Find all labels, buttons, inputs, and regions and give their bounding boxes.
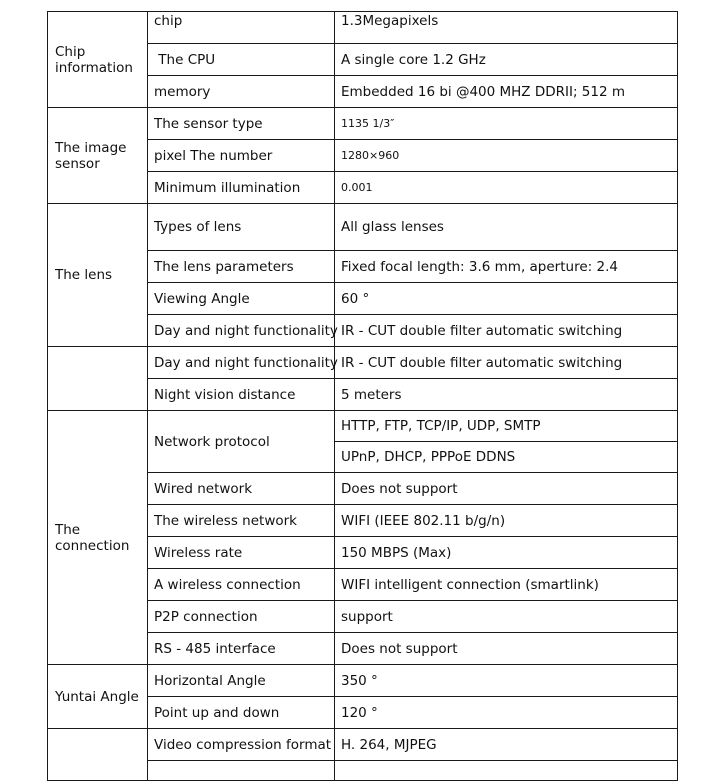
spec-label: Minimum illumination bbox=[148, 172, 335, 204]
spec-value bbox=[335, 761, 678, 781]
spec-label: Horizontal Angle bbox=[148, 665, 335, 697]
spec-value: All glass lenses bbox=[335, 204, 678, 251]
spec-label: Network protocol bbox=[148, 411, 335, 473]
spec-value: WIFI (IEEE 802.11 b/g/n) bbox=[335, 505, 678, 537]
table-row bbox=[48, 108, 678, 140]
spec-value: 150 MBPS (Max) bbox=[335, 537, 678, 569]
spec-label: memory bbox=[148, 76, 335, 108]
spec-label: Viewing Angle bbox=[148, 283, 335, 315]
spec-label: Day and night functionality bbox=[148, 347, 335, 379]
spec-value: IR - CUT double filter automatic switching bbox=[335, 315, 678, 347]
spec-label: RS - 485 interface bbox=[148, 633, 335, 665]
table-row bbox=[48, 347, 678, 379]
category-unlabeled bbox=[48, 729, 148, 781]
table-row bbox=[48, 204, 678, 251]
spec-value: H. 264, MJPEG bbox=[335, 729, 678, 761]
spec-value: 350 ° bbox=[335, 665, 678, 697]
spec-value: WIFI intelligent connection (smartlink) bbox=[335, 569, 678, 601]
spec-label: Wired network bbox=[148, 473, 335, 505]
spec-label: pixel The number bbox=[148, 140, 335, 172]
spec-value: 1280×960 bbox=[335, 140, 678, 172]
spec-value: 1.3Megapixels bbox=[335, 12, 678, 44]
spec-value: 0.001 bbox=[335, 172, 678, 204]
spec-label: The wireless network bbox=[148, 505, 335, 537]
spec-table bbox=[47, 11, 678, 781]
spec-label: Night vision distance bbox=[148, 379, 335, 411]
spec-label: Point up and down bbox=[148, 697, 335, 729]
spec-value: 1135 1/3″ bbox=[335, 108, 678, 140]
spec-label: P2P connection bbox=[148, 601, 335, 633]
category-lens: The lens bbox=[48, 204, 148, 347]
table-row bbox=[48, 665, 678, 697]
table-row bbox=[48, 411, 678, 442]
spec-value: 5 meters bbox=[335, 379, 678, 411]
category-unlabeled bbox=[48, 347, 148, 411]
spec-value: HTTP, FTP, TCP/IP, UDP, SMTP bbox=[335, 411, 678, 442]
spec-label: Day and night functionality bbox=[148, 315, 335, 347]
spec-label: chip bbox=[148, 12, 335, 44]
spec-label: The sensor type bbox=[148, 108, 335, 140]
spec-value: IR - CUT double filter automatic switching bbox=[335, 347, 678, 379]
category-yuntai-angle: Yuntai Angle bbox=[48, 665, 148, 729]
spec-label: The CPU bbox=[148, 44, 335, 76]
spec-label: Types of lens bbox=[148, 204, 335, 251]
spec-value: 60 ° bbox=[335, 283, 678, 315]
spec-label: Wireless rate bbox=[148, 537, 335, 569]
spec-label: Video compression format bbox=[148, 729, 335, 761]
spec-value: Embedded 16 bi @400 MHZ DDRII; 512 m bbox=[335, 76, 678, 108]
spec-value: Fixed focal length: 3.6 mm, aperture: 2.4 bbox=[335, 251, 678, 283]
spec-value: Does not support bbox=[335, 473, 678, 505]
spec-value: support bbox=[335, 601, 678, 633]
spec-label: The lens parameters bbox=[148, 251, 335, 283]
spec-label bbox=[148, 761, 335, 781]
spec-label: A wireless connection bbox=[148, 569, 335, 601]
table-row bbox=[48, 12, 678, 44]
category-connection: The connection bbox=[48, 411, 148, 665]
spec-value: A single core 1.2 GHz bbox=[335, 44, 678, 76]
category-chip-information: Chip information bbox=[48, 12, 148, 108]
category-image-sensor: The image sensor bbox=[48, 108, 148, 204]
spec-value: 120 ° bbox=[335, 697, 678, 729]
table-row bbox=[48, 729, 678, 761]
spec-value: UPnP, DHCP, PPPoE DDNS bbox=[335, 442, 678, 473]
spec-value: Does not support bbox=[335, 633, 678, 665]
